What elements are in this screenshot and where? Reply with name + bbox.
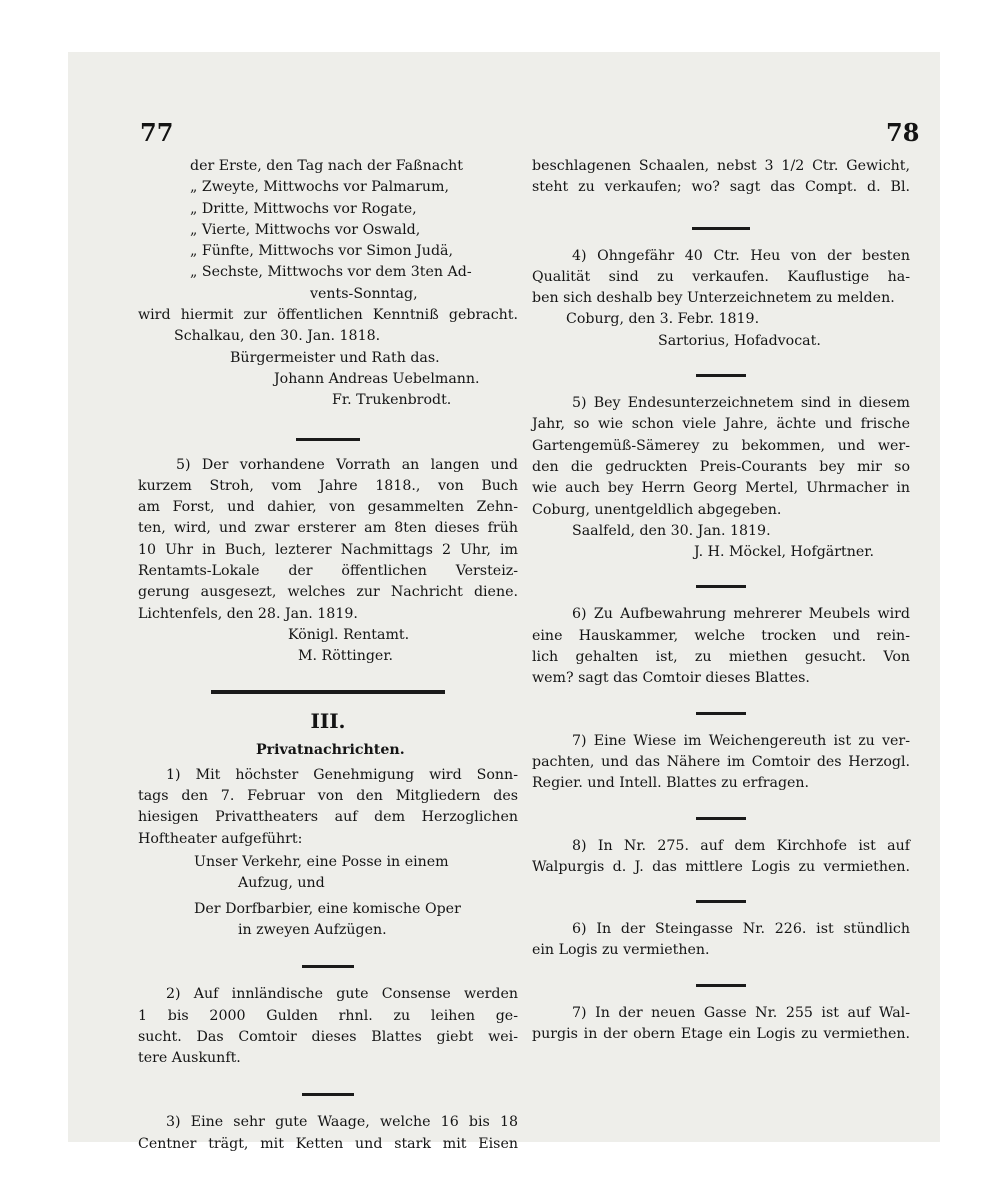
notice-place-date: Coburg, den 3. Febr. 1819.: [566, 311, 760, 328]
notice-signature: Königl. Rentamt.: [288, 626, 410, 643]
play-title: Der Dorfbarbier, eine komische Oper: [194, 900, 461, 917]
notice-place-date: Saalfeld, den 30. Jan. 1819.: [572, 522, 771, 539]
notice-line: tags den 7. Februar von den Mitgliedern des: [138, 788, 518, 805]
date-line: „ Dritte, Mittwochs vor Rogate,: [190, 200, 417, 217]
date-line: der Erste, den Tag nach der Faßnacht: [190, 158, 463, 174]
separator-rule: [692, 227, 750, 230]
separator-rule: [696, 900, 746, 903]
notice-line: 7) In der neuen Gasse Nr. 255 ist auf Wal-: [572, 1004, 910, 1021]
notice-signature: J. H. Möckel, Hofgärtner.: [694, 544, 875, 561]
notice-line: sucht. Das Comtoir dieses Blattes giebt wei-: [138, 1028, 518, 1045]
notice-line: lich gehalten ist, zu miethen gesucht. Von: [532, 649, 910, 666]
notice-line: den die gedruckten Preis-Courants bey mir so: [532, 458, 910, 475]
separator-rule: [296, 438, 360, 441]
notice-line: purgis in der obern Etage ein Logis zu vermiethen.: [532, 1026, 910, 1043]
notice-line: Walpurgis d. J. das mittlere Logis zu vermiethen.: [532, 858, 910, 875]
dates-signature: Fr. Trukenbrodt.: [332, 392, 452, 409]
notice-line: Hoftheater aufgeführt:: [138, 830, 303, 847]
date-line: vents-Sonntag,: [310, 285, 418, 302]
notice-line: 5) Bey Endesunterzeichnetem sind in diesem: [572, 395, 910, 412]
notice-line: ein Logis zu vermiethen.: [532, 942, 710, 959]
notice-line: Regier. und Intell. Blattes zu erfragen.: [532, 775, 810, 792]
notice-line: tere Auskunft.: [138, 1050, 241, 1067]
notice-line: 1 bis 2000 Gulden rhnl. zu leihen ge-: [138, 1007, 518, 1024]
left-page-number: 77: [140, 118, 174, 147]
notice-line: 2) Auf innländische gute Consense werden: [166, 986, 518, 1003]
notice-line: Coburg, unentgeldlich abgegeben.: [532, 501, 782, 518]
notice-line: wem? sagt das Comtoir dieses Blattes.: [532, 670, 810, 687]
date-line: „ Fünfte, Mittwochs vor Simon Judä,: [190, 243, 453, 260]
notice-line: am Forst, und dahier, von gesammelten Zehn-: [138, 499, 518, 516]
section-rule: [211, 690, 445, 694]
notice-signature: Sartorius, Hofadvocat.: [658, 332, 821, 349]
notice-line: wie auch bey Herrn Georg Mertel, Uhrmacher in: [532, 480, 910, 497]
section-title: Privatnachrichten.: [256, 741, 405, 758]
notice-line: 6) In der Steingasse Nr. 226. ist stündlich: [572, 921, 910, 938]
date-line: „ Sechste, Mittwochs vor dem 3ten Ad-: [190, 264, 472, 281]
notice-line: Gartengemüß-Sämerey zu bekommen, und wer-: [532, 437, 910, 454]
notice-line: 3) Eine sehr gute Waage, welche 16 bis 18: [166, 1114, 518, 1131]
separator-rule: [696, 817, 746, 820]
notice-line: 5) Der vorhandene Vorrath an langen und: [176, 456, 518, 473]
play-title: Unser Verkehr, eine Posse in einem: [194, 854, 449, 871]
play-title: Aufzug, und: [238, 875, 325, 892]
notice-line: Centner trägt, mit Ketten und stark mit Eisen: [138, 1135, 518, 1152]
separator-rule: [696, 374, 746, 377]
meeting-dates-list: [190, 156, 518, 305]
notice-line: kurzem Stroh, vom Jahre 1818., von Buch: [138, 477, 518, 494]
dates-signature: Bürgermeister und Rath das.: [230, 349, 440, 366]
dates-closing: wird hiermit zur öffentlichen Kenntniß gebracht.: [138, 307, 518, 324]
date-line: „ Vierte, Mittwochs vor Oswald,: [190, 221, 421, 238]
notice-line: 7) Eine Wiese im Weichengereuth ist zu ver-: [572, 732, 910, 749]
date-line: „ Zweyte, Mittwochs vor Palmarum,: [190, 179, 449, 196]
notice-line: steht zu verkaufen; wo? sagt das Compt. d. Bl.: [532, 179, 910, 196]
separator-rule: [696, 712, 746, 715]
notice-line: eine Hauskammer, welche trocken und rein-: [532, 627, 910, 644]
notice-line: 1) Mit höchster Genehmigung wird Sonn-: [166, 766, 518, 783]
notice-line: 4) Ohngefähr 40 Ctr. Heu von der besten: [572, 247, 910, 264]
notice-line: 6) Zu Aufbewahrung mehrerer Meubels wird: [572, 606, 910, 623]
notice-line: pachten, und das Nähere im Comtoir des Herzogl.: [532, 753, 910, 770]
notice-line: Qualität sind zu verkaufen. Kauflustige ha-: [532, 268, 910, 285]
notice-line: gerung ausgesezt, welches zur Nachricht diene.: [138, 584, 518, 601]
separator-rule: [302, 965, 354, 968]
notice-line: ten, wird, und zwar ersterer am 8ten dieses früh: [138, 520, 518, 537]
notice-line: beschlagenen Schaalen, nebst 3 1/2 Ctr. Gewicht,: [532, 158, 910, 174]
notice-signature: M. Röttinger.: [298, 648, 394, 665]
separator-rule: [696, 585, 746, 588]
notice-line: 10 Uhr in Buch, lezterer Nachmittags 2 Uhr, im: [138, 541, 518, 558]
dates-signature: Johann Andreas Uebelmann.: [274, 370, 480, 387]
section-number: III.: [310, 708, 346, 733]
notice-line: hiesigen Privattheaters auf dem Herzoglichen: [138, 809, 518, 826]
notice-line: 8) In Nr. 275. auf dem Kirchhofe ist auf: [572, 837, 910, 854]
notice-place-date: Lichtenfels, den 28. Jan. 1819.: [138, 605, 358, 622]
separator-rule: [302, 1093, 354, 1096]
right-page-number: 78: [886, 118, 920, 147]
left-column: [138, 156, 518, 1155]
right-column: [532, 156, 910, 1045]
notice-line: Jahr, so wie schon viele Jahre, ächte und frische: [532, 416, 910, 433]
dates-place-date: Schalkau, den 30. Jan. 1818.: [174, 328, 381, 345]
separator-rule: [696, 984, 746, 987]
notice-line: ben sich deshalb bey Unterzeichnetem zu melden.: [532, 290, 895, 307]
play-title: in zweyen Aufzügen.: [238, 921, 387, 938]
notice-line: Rentamts-Lokale der öffentlichen Versteiz-: [138, 563, 518, 580]
